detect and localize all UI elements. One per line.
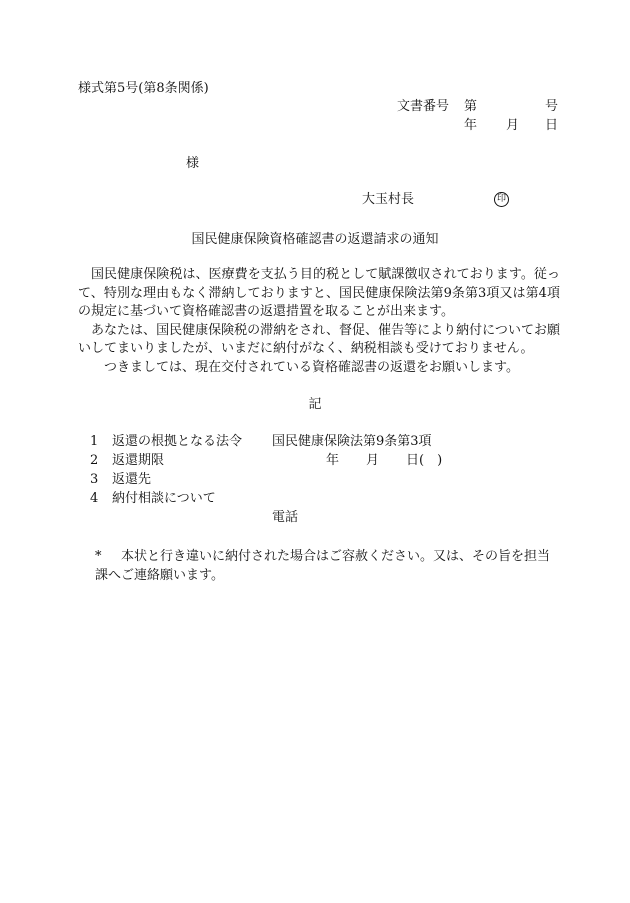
- recipient-honorific: 様: [186, 156, 200, 171]
- ki-heading: 記: [308, 397, 322, 412]
- footnote: [95, 547, 560, 585]
- item-label: 納付相談について: [112, 491, 216, 506]
- footnote-text: 本状と行き違いに納付された場合はご容赦ください。又は、その旨を担当課へご連絡願います。: [95, 549, 551, 583]
- deadline-day: 日( ): [406, 453, 443, 468]
- list-item: [90, 435, 560, 454]
- list-item: [90, 454, 560, 473]
- sender-name: 大玉村長: [362, 192, 415, 207]
- item-list: [90, 435, 560, 511]
- body-paragraph-2: あなたは、国民健康保険税の滞納をされ、督促、催告等により納付についてお願いしてまいりましたが、いまだに納付がなく、納税相談も受けておりません。: [78, 322, 560, 356]
- deadline-year: 年: [326, 453, 340, 468]
- item-label: 返還先: [112, 472, 152, 487]
- document-title: 国民健康保険資格確認書の返還請求の通知: [191, 232, 439, 247]
- notice-body: [78, 266, 560, 377]
- date-day: 日: [545, 118, 559, 133]
- telephone-label: 電話: [272, 510, 299, 525]
- item-value: 国民健康保険法第9条第3項: [272, 434, 432, 449]
- asterisk-mark: *: [95, 549, 102, 564]
- form-number-label: 様式第5号(第8条関係): [78, 81, 209, 96]
- item-number: 2: [90, 453, 99, 468]
- item-number: 3: [90, 472, 99, 487]
- item-number: 4: [90, 491, 99, 506]
- document-number-label: 文書番号: [397, 99, 450, 114]
- document-number-suffix: 号: [545, 99, 559, 114]
- list-item: [90, 492, 560, 511]
- date-month: 月: [506, 118, 520, 133]
- list-item: [90, 473, 560, 492]
- deadline-month: 月: [366, 453, 380, 468]
- seal-mark: 印: [494, 192, 509, 207]
- item-number: 1: [90, 434, 99, 449]
- body-paragraph-1: 国民健康保険税は、医療費を支払う目的税として賦課徴収されております。従って、特別な理由もなく滞納しておりますと、国民健康保険法第9条第3項又は第4項の規定に基づいて資格確認書の返還措置を取ることが出来ます。: [78, 267, 560, 319]
- item-label: 返還期限: [112, 453, 165, 468]
- document-number-prefix: 第: [464, 99, 478, 114]
- body-paragraph-3: つきましては、現在交付されている資格確認書の返還をお願いします。: [104, 359, 519, 375]
- item-label: 返還の根拠となる法令: [112, 434, 243, 449]
- date-year: 年: [464, 118, 478, 133]
